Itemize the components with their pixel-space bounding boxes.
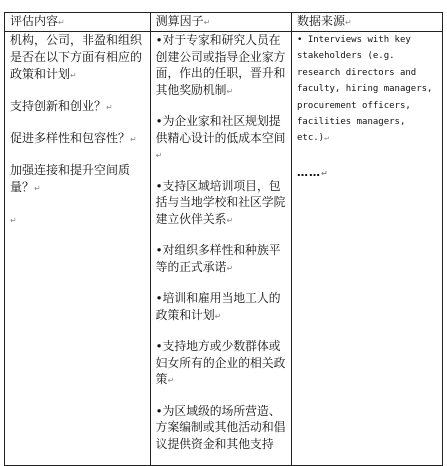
evaluation-content-cell — [5, 32, 151, 466]
evaluation-table — [4, 12, 443, 466]
intro-text: 机构，公司，非盈和组织是否在以下方面有相应的政策和计划↵ — [10, 33, 143, 81]
question-connectivity: 加强连接和提升空间质量？↵ — [10, 163, 131, 194]
question-diversity: 促进多样性和包容性？↵ — [10, 131, 137, 145]
question-innovation: 支持创新和创业？↵ — [10, 99, 113, 113]
empty-line: ↵ — [10, 216, 17, 225]
body-row — [5, 32, 443, 466]
header-data-sources: 数据来源↵ — [292, 13, 443, 32]
measurement-factors-cell — [150, 32, 291, 466]
factor-item: •对于专家和研究人员在创建公司或指导企业家方面，作出的任职，晋升和其他奖励机制↵ — [155, 33, 286, 97]
factor-item: •培训和雇用当地工人的政策和计划↵ — [155, 291, 281, 322]
source-ellipsis: ……↵ — [297, 165, 329, 179]
factor-item: •支持区域培训项目，包括与当地学校和社区学院建立伙伴关系↵ — [155, 178, 286, 226]
data-sources-cell — [292, 32, 443, 466]
header-measurement-factors: 测算因子↵ — [150, 13, 291, 32]
factor-item: •对组织多样性和种族平等的正式承诺↵ — [155, 243, 281, 274]
source-interviews: • Interviews with key stakeholders (e.g. research directors and faculty, hiring managers, procurement officers, facilities managers, etc.)↵ — [297, 35, 433, 144]
factor-item: •为区域级的场所营造、方案编制或其他活动和倡议提供资金和其他支持 — [155, 403, 286, 451]
header-evaluation-content: 评估内容↵ — [5, 13, 151, 32]
factor-item: •为企业家和社区规划提供精心设计的低成本空间↵ — [155, 114, 286, 160]
header-row — [5, 13, 443, 32]
factor-item: •支持地方或少数群体或妇女所有的企业的相关政策↵ — [155, 339, 286, 386]
